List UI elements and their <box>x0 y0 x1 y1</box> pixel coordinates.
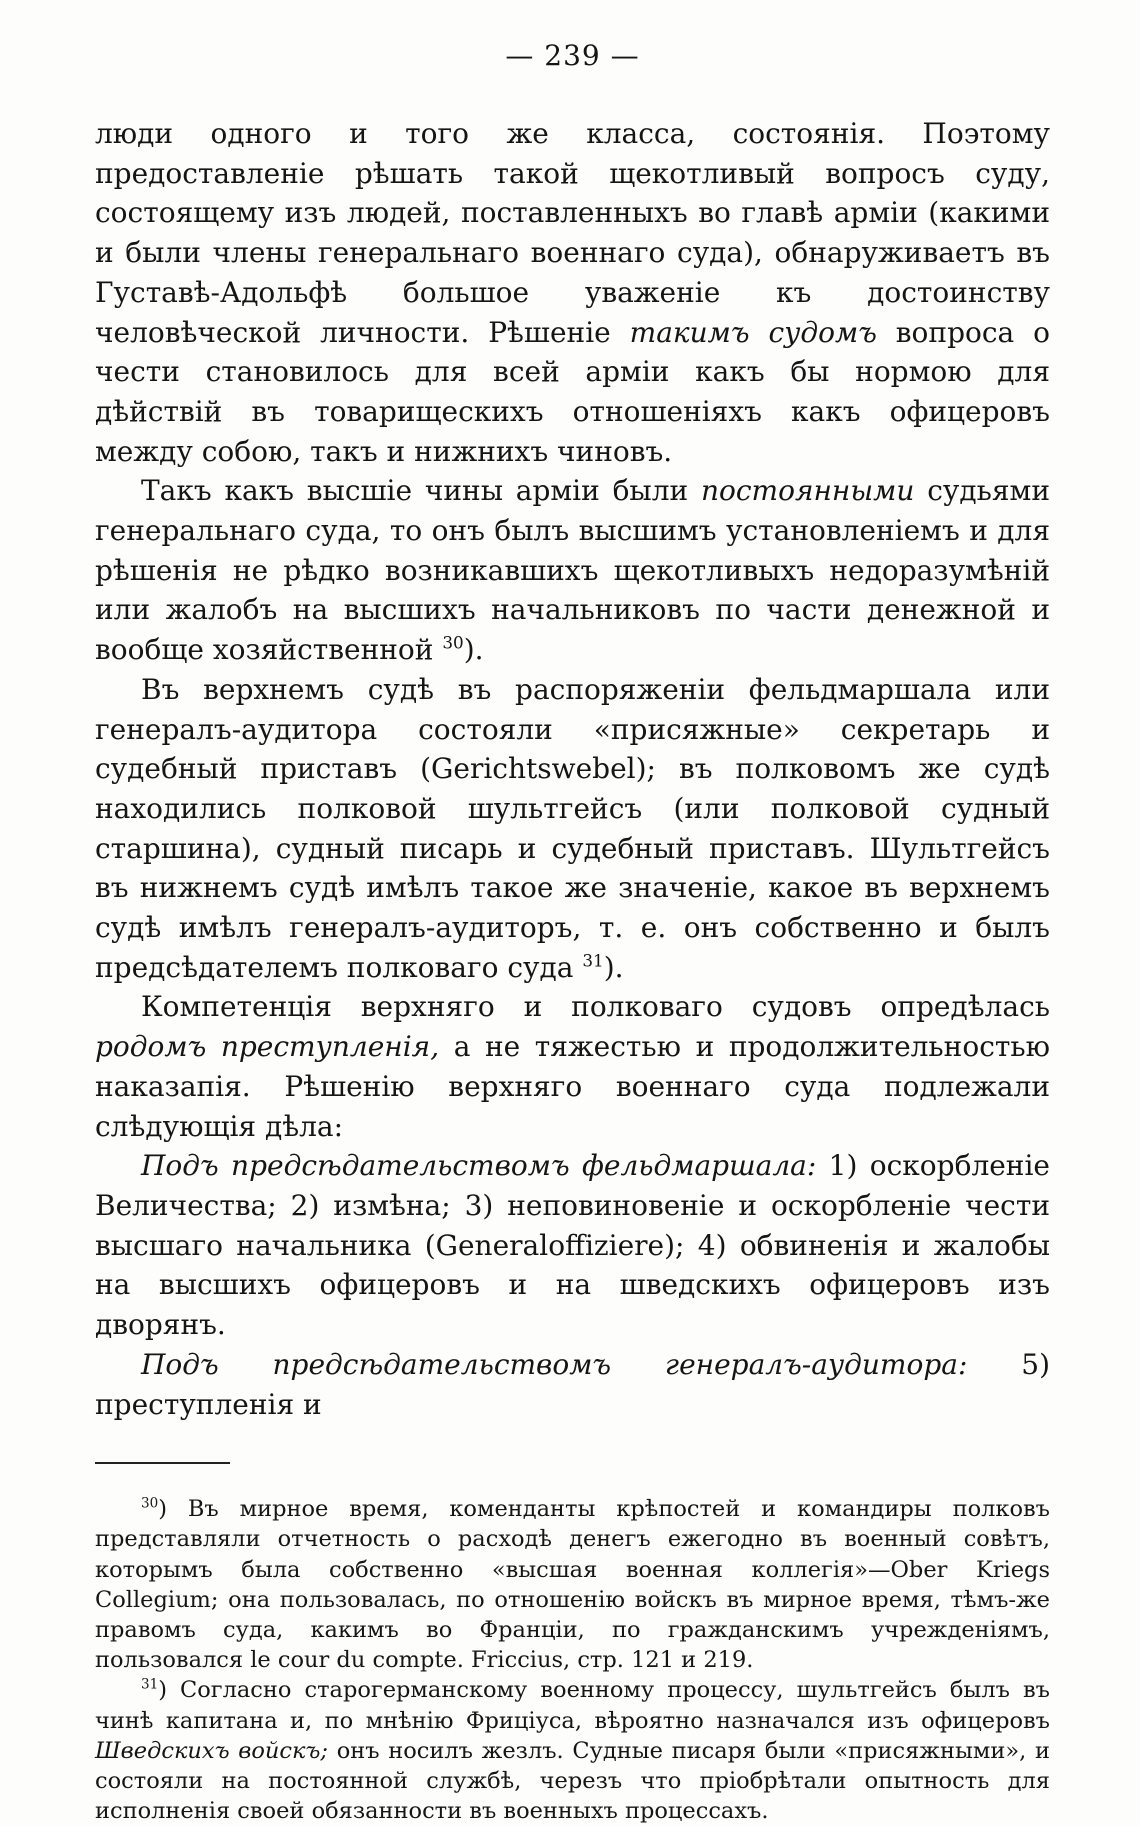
paragraph-1 <box>95 114 1050 471</box>
footnote-30-text: ) Въ мирное время, коменданты крѣпостей и командиры полковъ представляли отчетность о расходѣ денегъ ежегодно въ военный совѣтъ, которымъ была собственно «высшая военная коллегія»—Ober Kriegs Collegium; она пользовалась, по отношенію войскъ въ мирное время, тѣмъ-же правомъ суда, какимъ во Франціи, по гражданскимъ учрежденіямъ, пользовался le cour du compte. Friccius, стр. 121 и 219. <box>95 1496 1050 1674</box>
paragraph-4 <box>95 987 1050 1146</box>
footnote-ref-30[interactable]: 30 <box>442 632 464 653</box>
main-text <box>95 114 1050 1424</box>
paragraph-3 <box>95 670 1050 988</box>
paragraph-5-italic: Подъ предсѣдательствомъ фельдмаршала: <box>141 1149 817 1183</box>
paragraph-3-text: Въ верхнемъ судѣ въ распоряженіи фельдмаршала или генералъ-аудитора состояли «присяжные» секретарь и судебный приставъ (Gerichtswebel); въ полковомъ же судѣ находились полковой шультгейсъ (или полковой судный старшина), судный писарь и судебный приставъ. Шультгейсъ въ нижнемъ судѣ имѣлъ такое же значеніе, какое въ верхнемъ судѣ имѣлъ генералъ-аудиторъ, т. е. онъ собственно и былъ предсѣдателемъ полковаго суда <box>95 672 1050 984</box>
footnote-30 <box>95 1494 1050 1675</box>
paragraph-6 <box>95 1345 1050 1424</box>
paragraph-4-text: а не тяжестью и продолжительностью наказапія. Рѣшенію верхняго военнаго суда подлежали слѣдующія дѣла: <box>95 1030 1050 1143</box>
paragraph-4-italic: родомъ преступленія, <box>95 1030 440 1064</box>
footnotes <box>95 1494 1050 1826</box>
paragraph-1-italic: такимъ судомъ <box>629 315 877 349</box>
paragraph-2-end: ). <box>463 633 484 667</box>
paragraph-2-start: Такъ какъ высшіе чины арміи были <box>141 474 689 508</box>
paragraph-1-text: люди одного и того же класса, состоянія. Поэтому предоставленіе рѣшать такой щекотливый вопросъ суду, состоящему изъ людей, поставленныхъ во главѣ арміи (какими и были члены генеральнаго военнаго суда), обнаруживаетъ въ Густавѣ-Адольфѣ большое уваженіе къ достоинству человѣческой личности. Рѣшеніе <box>95 117 1050 349</box>
paragraph-5 <box>95 1146 1050 1345</box>
footnote-divider <box>95 1462 230 1464</box>
book-page <box>95 38 1050 1826</box>
paragraph-2-text: судьями генеральнаго суда, то онъ былъ высшимъ установленіемъ и для рѣшенія не рѣдко возникавшихъ щекотливыхъ недоразумѣній или жалобъ на высшихъ начальниковъ по части денежной и вообще хозяйственной <box>95 474 1050 667</box>
footnote-31 <box>95 1675 1050 1826</box>
paragraph-5-text: 1) оскорбленіе Величества; 2) измѣна; 3) неповиновеніе и оскорбленіе чести высшаго начальника (Generaloffiziere); 4) обвиненія и жалобы на высшихъ офицеровъ и на шведскихъ офицеровъ изъ дворянъ. <box>95 1149 1050 1342</box>
footnote-ref-31[interactable]: 31 <box>582 950 604 971</box>
footnote-31-tail: онъ носилъ жезлъ. Судные писаря были «присяжными», и состояли на постоянной службѣ, черезъ что пріобрѣтали опытность для исполненія своей обязанности въ военныхъ процессахъ. <box>95 1737 1050 1825</box>
footnote-31-text: ) Согласно старогерманскому военному процессу, шультгейсъ былъ въ чинѣ капитана и, по мнѣнію Фриціуса, вѣроятно назначался изъ офицеровъ <box>95 1677 1050 1734</box>
paragraph-6-text: 5) преступленія и <box>95 1347 1050 1421</box>
paragraph-2-italic: постоянными <box>700 474 915 508</box>
paragraph-2 <box>95 471 1050 670</box>
footnote-31-italic: Шведскихъ войскъ; <box>95 1737 328 1764</box>
paragraph-3-end: ). <box>603 950 624 984</box>
footnote-31-marker: 31 <box>141 1676 159 1693</box>
paragraph-6-italic: Подъ предсѣдательствомъ генералъ-аудитора: <box>141 1347 968 1381</box>
footnote-30-marker: 30 <box>141 1495 159 1512</box>
paragraph-4-start: Компетенція верхняго и полковаго судовъ опредѣлась <box>141 990 1050 1024</box>
page-number: — 239 — <box>505 39 640 72</box>
paragraph-1-tail: вопроса о чести становилось для всей арміи какъ бы нормою для дѣйствій въ товарищескихъ отношеніяхъ какъ офицеровъ между собою, такъ и нижнихъ чиновъ. <box>95 315 1050 468</box>
